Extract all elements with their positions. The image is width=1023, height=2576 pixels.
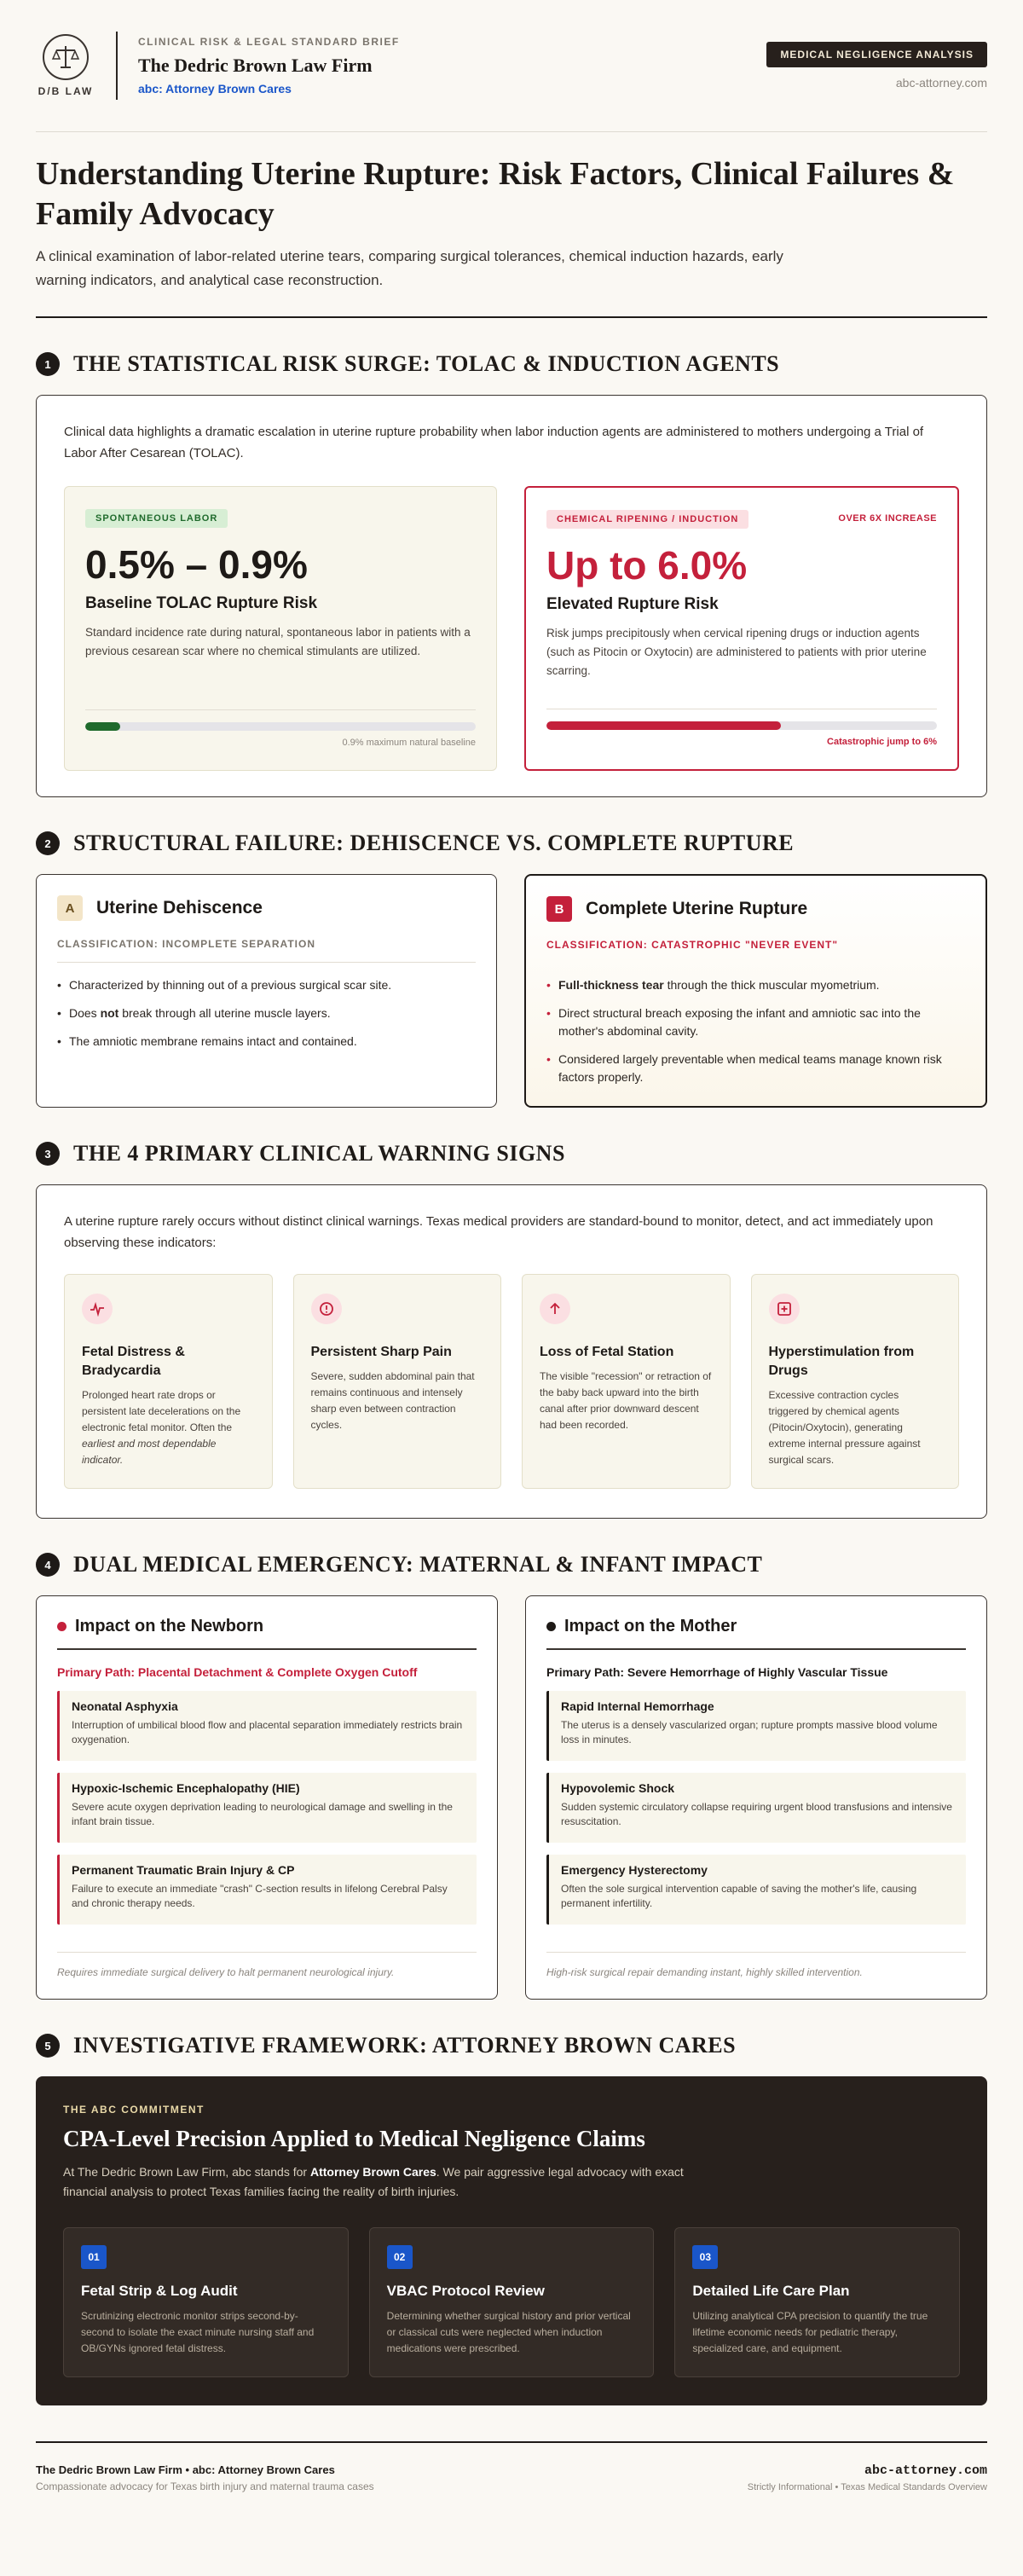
step-title: VBAC Protocol Review xyxy=(386,2283,545,2299)
impact-item xyxy=(546,1691,966,1761)
newborn-impact-header xyxy=(57,1617,477,1650)
section-title: THE STATISTICAL RISK SURGE: TOLAC & INDUCTION AGENTS xyxy=(73,351,780,376)
impact-item xyxy=(57,1773,477,1843)
framework-step xyxy=(674,2227,960,2377)
footer-disclaimer: Strictly Informational • Texas Medical Standards Overview xyxy=(747,2482,987,2492)
section-title: STRUCTURAL FAILURE: DEHISCENCE VS. COMPLETE RUPTURE xyxy=(73,831,795,855)
dehiscence-card xyxy=(36,874,497,1108)
hero xyxy=(36,132,987,318)
list-item: • Considered largely preventable when medical teams manage known risk factors properly. xyxy=(546,1051,965,1086)
framework-step xyxy=(369,2227,655,2377)
elevated-risk-card xyxy=(524,486,959,771)
dehiscence-classification: CLASSIFICATION: INCOMPLETE SEPARATION xyxy=(57,938,476,963)
warning-title: Fetal Distress & Bradycardia xyxy=(82,1345,185,1378)
baseline-risk-value: 0.5% – 0.9% xyxy=(85,542,308,587)
section-number: 5 xyxy=(36,2034,60,2058)
rupture-classification: CLASSIFICATION: CATASTROPHIC "NEVER EVENT" xyxy=(546,939,839,951)
firm-tagline: abc: Attorney Brown Cares xyxy=(138,82,292,96)
impact-text: Severe acute oxygen deprivation leading to neurological damage and swelling in the infant brain tissue. xyxy=(72,1801,453,1827)
warning-lead: A uterine rupture rarely occurs without distinct clinical warnings. Texas medical providers are standard-bound to monitor, detect, and act immediately upon observing these indicators: xyxy=(64,1214,933,1250)
elevated-bar-caption: Catastrophic jump to 6% xyxy=(827,737,937,747)
step-text: Determining whether surgical history and prior vertical or classical cuts were neglected when induction medications were prescribed. xyxy=(386,2310,631,2354)
red-dot-icon xyxy=(57,1622,66,1631)
header-kicker: CLINICAL RISK & LEGAL STANDARD BRIEF xyxy=(138,36,400,48)
section-title: INVESTIGATIVE FRAMEWORK: ATTORNEY BROWN CARES xyxy=(73,2033,737,2058)
firm-logo[interactable] xyxy=(36,27,95,104)
warning-title: Loss of Fetal Station xyxy=(540,1345,674,1359)
logo-text: D/B LAW xyxy=(38,85,94,97)
list-item: • Does not break through all uterine muscle layers. xyxy=(57,1004,476,1022)
warning-card xyxy=(751,1274,960,1489)
impact-item xyxy=(57,1691,477,1761)
impact-title: Neonatal Asphyxia xyxy=(72,1699,178,1713)
warning-text: Excessive contraction cycles triggered by chemical agents (Pitocin/Oxytocin), generating extreme internal pressure against surgical scars. xyxy=(768,1389,921,1466)
abc-commitment-panel xyxy=(36,2076,987,2405)
header-titles xyxy=(138,36,400,96)
spontaneous-labor-pill: SPONTANEOUS LABOR xyxy=(85,509,228,528)
impact-text: Sudden systemic circulatory collapse requiring urgent blood transfusions and intensive resuscitation. xyxy=(561,1801,952,1827)
dehiscence-header xyxy=(57,895,476,921)
step-text: Scrutinizing electronic monitor strips second-by-second to isolate the exact minute nursing staff and OB/GYNs ignored fetal distress. xyxy=(81,2310,315,2354)
section-title: DUAL MEDICAL EMERGENCY: MATERNAL & INFANT IMPACT xyxy=(73,1552,763,1577)
header-meta xyxy=(766,42,987,90)
step-text: Utilizing analytical CPA precision to quantify the true lifetime economic needs for pediatric therapy, specialized care, and equipment. xyxy=(692,2310,928,2354)
impact-text: Often the sole surgical intervention capable of saving the mother's life, causing permanent infertility. xyxy=(561,1883,917,1909)
alert-circle-icon xyxy=(311,1294,342,1324)
baseline-risk-card xyxy=(64,486,497,771)
firm-name: The Dedric Brown Law Firm xyxy=(138,55,373,76)
rupture-header xyxy=(546,896,965,922)
warning-text: Severe, sudden abdominal pain that remains continuous and intensely sharp even between contraction cycles. xyxy=(310,1370,475,1431)
commitment-heading: CPA-Level Precision Applied to Medical Negligence Claims xyxy=(63,2126,645,2151)
header-divider xyxy=(116,32,118,100)
risk-panel xyxy=(36,395,987,797)
footer-firm: The Dedric Brown Law Firm • abc: Attorney Brown Cares xyxy=(36,2463,335,2476)
heartbeat-icon xyxy=(82,1294,113,1324)
framework-steps xyxy=(63,2227,960,2377)
list-item: • Full-thickness tear through the thick muscular myometrium. xyxy=(546,976,965,994)
risk-lead: Clinical data highlights a dramatic escalation in uterine rupture probability when labor induction agents are administered to mothers undergoing a Trial of Labor After Cesarean (TOLAC). xyxy=(64,425,924,460)
impact-title: Emergency Hysterectomy xyxy=(561,1863,708,1877)
section-2-heading xyxy=(36,830,987,857)
impact-item xyxy=(546,1773,966,1843)
dehiscence-title: Uterine Dehiscence xyxy=(96,898,263,918)
letter-badge-b: B xyxy=(546,896,572,922)
impact-text: Failure to execute an immediate "crash" C-section results in lifelong Cerebral Palsy and chronic therapy needs. xyxy=(72,1883,448,1909)
plus-square-icon xyxy=(769,1294,800,1324)
elevated-risk-meter xyxy=(546,709,937,747)
risk-comparison xyxy=(64,486,959,771)
baseline-bar-track xyxy=(85,722,476,731)
baseline-risk-heading: Baseline TOLAC Rupture Risk xyxy=(85,594,318,612)
black-dot-icon xyxy=(546,1622,556,1631)
rupture-card xyxy=(524,874,987,1108)
framework-step xyxy=(63,2227,349,2377)
section-number: 3 xyxy=(36,1142,60,1166)
mother-impact-note: High-risk surgical repair demanding instant, highly skilled intervention. xyxy=(546,1952,966,1978)
newborn-primary-path: Primary Path: Placental Detachment & Complete Oxygen Cutoff xyxy=(57,1665,418,1679)
elevated-risk-text: Risk jumps precipitously when cervical ripening drugs or induction agents (such as Pitocin or Oxytocin) are administered to patients with prior uterine scarring. xyxy=(546,627,927,677)
mother-primary-path: Primary Path: Severe Hemorrhage of Highly Vascular Tissue xyxy=(546,1665,888,1679)
impact-item xyxy=(57,1855,477,1925)
impact-title: Rapid Internal Hemorrhage xyxy=(561,1699,714,1713)
section-4-heading xyxy=(36,1551,987,1578)
mother-impact-header xyxy=(546,1617,966,1650)
commitment-lead: At The Dedric Brown Law Firm, abc stands for Attorney Brown Cares. We pair aggressive legal advocacy with exact financial analysis to protect Texas families facing the reality of birth injuries. xyxy=(63,2165,684,2198)
elevated-bar-track xyxy=(546,721,937,730)
list-item: • The amniotic membrane remains intact and contained. xyxy=(57,1033,476,1051)
impact-item xyxy=(546,1855,966,1925)
section-5-heading xyxy=(36,2032,987,2059)
meter-divider xyxy=(85,709,476,710)
section-1-heading xyxy=(36,350,987,378)
letter-badge-a: A xyxy=(57,895,83,921)
step-number: 01 xyxy=(81,2245,107,2269)
footer-url[interactable]: abc-attorney.com xyxy=(864,2463,987,2478)
baseline-risk-text: Standard incidence rate during natural, spontaneous labor in patients with a previous cesarean scar where no chemical stimulants are utilized. xyxy=(85,626,471,657)
header xyxy=(36,0,987,132)
warning-card xyxy=(522,1274,731,1489)
list-item: • Characterized by thinning out of a previous surgical scar site. xyxy=(57,976,476,994)
warning-signs-panel xyxy=(36,1184,987,1519)
footer-right xyxy=(748,2463,987,2492)
list-item: • Direct structural breach exposing the infant and amniotic sac into the mother's abdominal cavity. xyxy=(546,1004,965,1040)
page-subtitle: A clinical examination of labor-related uterine tears, comparing surgical tolerances, chemical induction hazards, early warning indicators, and analytical case reconstruction. xyxy=(36,248,783,288)
baseline-bar-fill xyxy=(85,722,120,731)
impact-comparison xyxy=(36,1595,987,2000)
warning-signs-grid xyxy=(64,1274,959,1489)
impact-title: Hypoxic-Ischemic Encephalopathy (HIE) xyxy=(72,1781,300,1795)
section-3-heading xyxy=(36,1140,987,1167)
newborn-impact-title: Impact on the Newborn xyxy=(75,1617,264,1635)
impact-title: Hypovolemic Shock xyxy=(561,1781,675,1795)
increase-label: OVER 6X INCREASE xyxy=(838,513,937,524)
induction-pill: CHEMICAL RIPENING / INDUCTION xyxy=(546,510,748,529)
newborn-impact-card xyxy=(36,1595,498,2000)
step-number: 02 xyxy=(387,2245,413,2269)
footer-tagline: Compassionate advocacy for Texas birth injury and maternal trauma cases xyxy=(36,2480,374,2492)
step-title: Fetal Strip & Log Audit xyxy=(81,2283,238,2299)
header-url[interactable]: abc-attorney.com xyxy=(895,76,987,90)
failure-comparison xyxy=(36,874,987,1108)
commitment-kicker: THE ABC COMMITMENT xyxy=(63,2104,205,2116)
header-brand xyxy=(36,27,400,104)
dehiscence-list xyxy=(57,976,476,1051)
warning-title: Hyperstimulation from Drugs xyxy=(768,1345,915,1378)
elevated-risk-value: Up to 6.0% xyxy=(546,543,748,588)
step-title: Detailed Life Care Plan xyxy=(692,2283,850,2299)
section-title: THE 4 PRIMARY CLINICAL WARNING SIGNS xyxy=(73,1141,565,1166)
warning-text: Prolonged heart rate drops or persistent late decelerations on the electronic fetal monitor. Often the earliest and most dependable indicator. xyxy=(82,1389,241,1466)
newborn-impact-note: Requires immediate surgical delivery to halt permanent neurological injury. xyxy=(57,1952,477,1978)
mother-impact-title: Impact on the Mother xyxy=(564,1617,737,1635)
section-number: 4 xyxy=(36,1553,60,1577)
arrow-up-icon xyxy=(540,1294,570,1324)
impact-text: Interruption of umbilical blood flow and placental separation immediately restricts brain oxygenation. xyxy=(72,1719,463,1745)
warning-title: Persistent Sharp Pain xyxy=(310,1345,452,1359)
scales-icon xyxy=(43,34,89,80)
rupture-title: Complete Uterine Rupture xyxy=(586,899,808,918)
warning-card xyxy=(64,1274,273,1489)
step-number: 03 xyxy=(692,2245,718,2269)
rupture-list xyxy=(546,976,965,1086)
warning-text: The visible "recession" or retraction of the baby back upward into the birth canal after prior downward descent had been recorded. xyxy=(540,1370,712,1431)
page-title: Understanding Uterine Rupture: Risk Factors, Clinical Failures & Family Advocacy xyxy=(36,156,955,232)
baseline-bar-caption: 0.9% maximum natural baseline xyxy=(342,738,476,748)
mother-impact-card xyxy=(525,1595,987,2000)
footer xyxy=(36,2441,987,2492)
baseline-risk-meter xyxy=(85,709,476,748)
analysis-badge: MEDICAL NEGLIGENCE ANALYSIS xyxy=(766,42,987,67)
elevated-risk-heading: Elevated Rupture Risk xyxy=(546,595,719,613)
impact-title: Permanent Traumatic Brain Injury & CP xyxy=(72,1863,295,1877)
footer-left xyxy=(36,2463,374,2492)
section-number: 2 xyxy=(36,831,60,855)
elevated-bar-fill xyxy=(546,721,781,730)
warning-card xyxy=(293,1274,502,1489)
impact-text: The uterus is a densely vascularized organ; rupture prompts massive blood volume loss in minutes. xyxy=(561,1719,938,1745)
section-number: 1 xyxy=(36,352,60,376)
